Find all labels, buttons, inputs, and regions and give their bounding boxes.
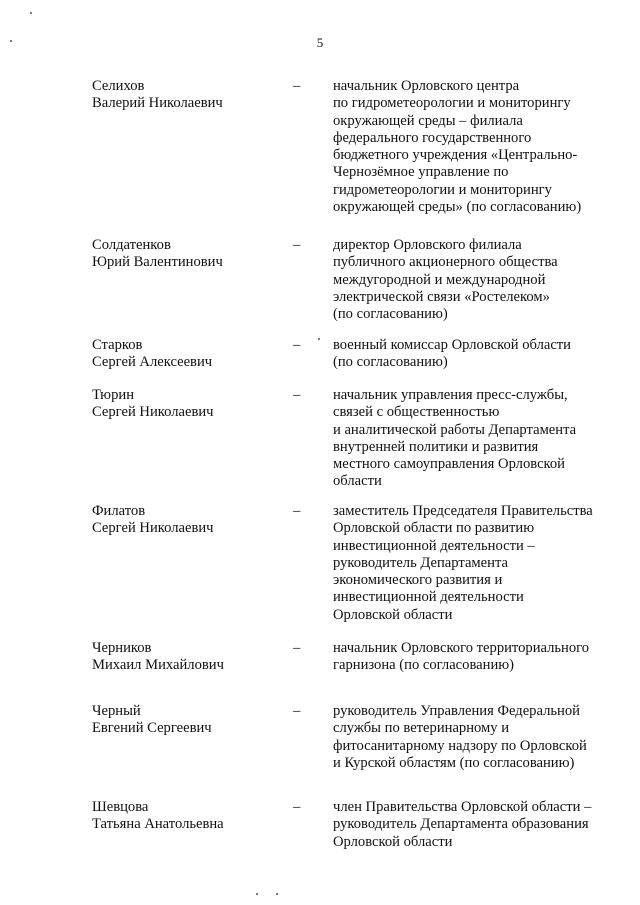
role-line: гидрометеорологии и мониторингу: [333, 181, 552, 198]
member-role: [333, 387, 613, 491]
role-line: начальник управления пресс-службы,: [333, 387, 568, 403]
member-name: [92, 337, 282, 372]
role-line: заместитель Председателя Правительства: [333, 503, 593, 519]
member-name: [92, 237, 282, 272]
role-line: публичного акционерного общества: [333, 254, 558, 271]
member-name: [92, 640, 282, 675]
member-role: [333, 78, 613, 216]
member-surname: Селихов: [92, 78, 145, 94]
scan-speck: [256, 893, 258, 895]
role-line: электрической связи «Ростелеком»: [333, 288, 550, 305]
role-line: Орловской области по развитию: [333, 520, 535, 537]
member-surname: Черный: [92, 703, 141, 719]
role-line: Орловской области: [333, 833, 453, 850]
member-role: [333, 337, 613, 372]
member-given-names: Сергей Николаевич: [92, 404, 214, 421]
role-line: бюджетного учреждения «Центрально-: [333, 147, 578, 164]
member-surname: Шевцова: [92, 799, 149, 815]
member-name: [92, 387, 282, 422]
member-role: [333, 237, 613, 323]
page-number: 5: [316, 35, 324, 50]
role-line: директор Орловского филиала: [333, 237, 522, 253]
separator-dash: –: [293, 337, 301, 353]
role-line: руководитель Департамента образования: [333, 816, 589, 833]
role-line: области: [333, 473, 382, 490]
role-line: и аналитической работы Департамента: [333, 421, 577, 438]
role-line: руководитель Управления Федеральной: [333, 703, 580, 719]
member-name: [92, 703, 282, 738]
scan-speck: [276, 893, 278, 895]
role-line: связей с общественностью: [333, 404, 500, 421]
role-line: окружающей среды» (по согласованию): [333, 199, 582, 216]
role-line: начальник Орловского центра: [333, 78, 520, 94]
role-line: службы по ветеринарному и: [333, 720, 510, 737]
member-name: [92, 799, 282, 834]
role-line: (по согласованию): [333, 306, 448, 323]
member-role: [333, 503, 613, 624]
role-line: междугородной и международной: [333, 271, 546, 288]
member-surname: Черников: [92, 640, 152, 656]
separator-dash: –: [293, 703, 301, 719]
separator-dash: –: [293, 237, 301, 253]
member-given-names: Михаил Михайлович: [92, 657, 224, 674]
member-role: [333, 640, 613, 675]
role-line: Чернозёмное управление по: [333, 164, 509, 181]
role-line: (по согласованию): [333, 354, 448, 371]
role-line: внутренней политики и развития: [333, 438, 539, 455]
scan-speck: [30, 12, 32, 14]
separator-dash: –: [293, 503, 301, 519]
role-line: военный комиссар Орловской области: [333, 337, 571, 353]
member-surname: Солдатенков: [92, 237, 171, 253]
role-line: гарнизона (по согласованию): [333, 657, 515, 674]
member-surname: Тюрин: [92, 387, 135, 403]
member-name: [92, 503, 282, 538]
role-line: член Правительства Орловской области –: [333, 799, 592, 815]
member-given-names: Сергей Алексеевич: [92, 354, 213, 371]
role-line: начальник Орловского территориального: [333, 640, 590, 656]
member-given-names: Валерий Николаевич: [92, 95, 223, 112]
separator-dash: –: [293, 799, 301, 815]
role-line: фитосанитарному надзору по Орловской: [333, 737, 587, 754]
role-line: федерального государственного: [333, 129, 532, 146]
role-line: местного самоуправления Орловской: [333, 456, 565, 473]
role-line: по гидрометеорологии и мониторингу: [333, 95, 571, 112]
member-role: [333, 799, 613, 851]
role-line: окружающей среды – филиала: [333, 112, 523, 129]
member-name: [92, 78, 282, 113]
member-given-names: Сергей Николаевич: [92, 520, 214, 537]
separator-dash: –: [293, 387, 301, 403]
separator-dash: –: [293, 78, 301, 94]
role-line: инвестиционной деятельности –: [333, 537, 535, 554]
role-line: Орловской области: [333, 606, 453, 623]
member-given-names: Евгений Сергеевич: [92, 720, 212, 737]
member-given-names: Татьяна Анатольевна: [92, 816, 224, 833]
member-surname: Филатов: [92, 503, 146, 519]
role-line: инвестиционной деятельности: [333, 589, 524, 606]
member-surname: Старков: [92, 337, 143, 353]
role-line: руководитель Департамента: [333, 554, 508, 571]
role-line: экономического развития и: [333, 572, 503, 589]
role-line: и Курской областям (по согласованию): [333, 754, 575, 771]
scan-speck: [318, 338, 320, 340]
member-role: [333, 703, 613, 772]
member-given-names: Юрий Валентинович: [92, 254, 223, 271]
separator-dash: –: [293, 640, 301, 656]
